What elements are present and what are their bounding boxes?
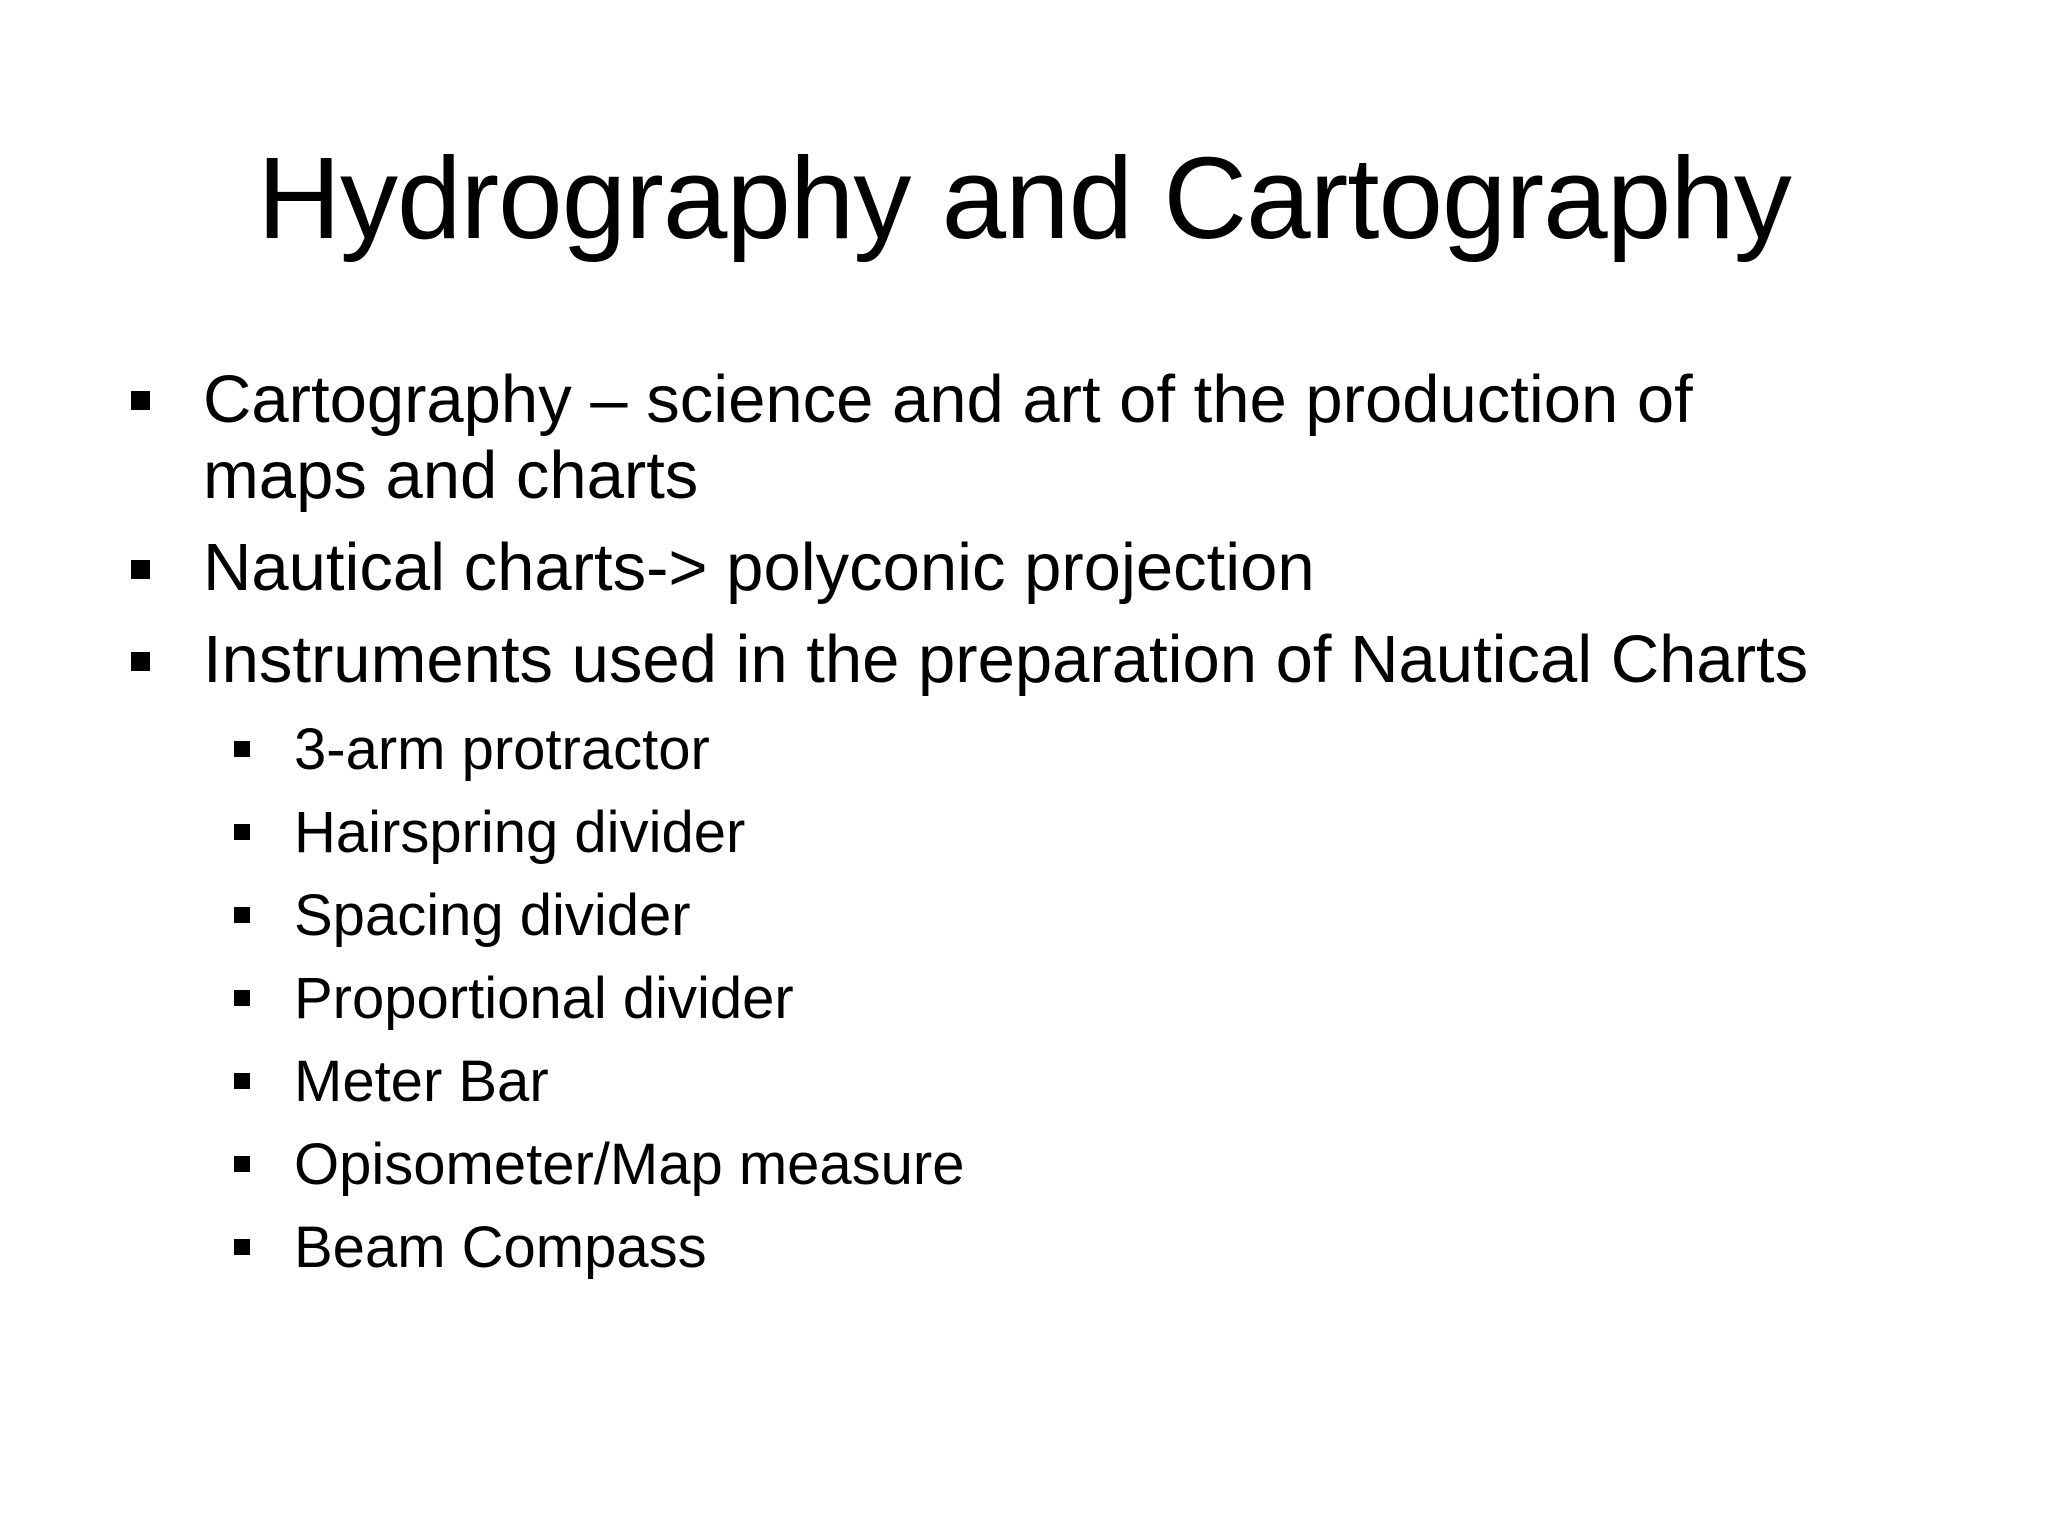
bullet-text (294, 881, 691, 951)
bullet-line: Meter Bar (294, 1049, 549, 1114)
bullet-line: Hairspring divider (294, 800, 746, 865)
square-bullet-icon (131, 652, 150, 671)
bullet-line: Beam Compass (294, 1215, 707, 1280)
bullet-text (294, 1047, 549, 1117)
bullet-line: 3-arm protractor (294, 717, 710, 782)
square-bullet-icon (234, 907, 250, 923)
bullet-text (203, 530, 1315, 606)
square-bullet-icon (234, 824, 250, 840)
square-bullet-icon (234, 741, 250, 757)
bullet-line: Spacing divider (294, 883, 691, 948)
bullet-line: maps and charts (203, 438, 699, 513)
square-bullet-icon (234, 1073, 250, 1089)
bullet-text (294, 964, 794, 1034)
bullet-text (294, 1213, 707, 1283)
square-bullet-icon (131, 391, 150, 410)
slide-title: Hydrography and Cartography (257, 133, 1791, 263)
bullet-line: Cartography – science and art of the production of (203, 362, 1693, 437)
bullet-line: Instruments used in the preparation of Nautical Charts (203, 622, 1809, 697)
bullet-text (294, 715, 710, 785)
bullet-line: Proportional divider (294, 966, 794, 1031)
bullet-text (203, 622, 1808, 698)
bullet-line: Nautical charts-> polyconic projection (203, 530, 1315, 605)
square-bullet-icon (234, 990, 250, 1006)
bullet-text (203, 362, 1693, 514)
bullet-line: Opisometer/Map measure (294, 1132, 965, 1197)
square-bullet-icon (131, 560, 150, 579)
bullet-text (294, 798, 745, 868)
square-bullet-icon (234, 1239, 250, 1255)
square-bullet-icon (234, 1156, 250, 1172)
bullet-text (294, 1130, 964, 1200)
